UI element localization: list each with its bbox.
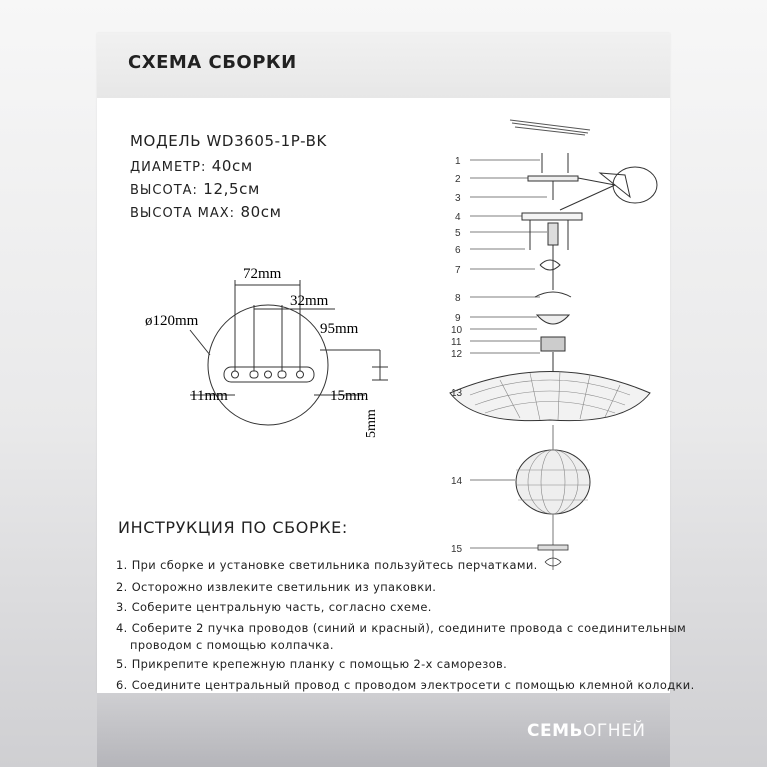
dim-11-label: 11mm <box>190 388 228 404</box>
part-number-2: 2 <box>455 174 461 185</box>
part-number-7: 7 <box>455 265 461 276</box>
dim-95-label: 95mm <box>320 321 359 337</box>
part-number-3: 3 <box>455 193 461 204</box>
dim-15-label: 15mm <box>330 388 369 404</box>
spec-model: МОДЕЛЬ WD3605-1P-BK <box>130 132 327 150</box>
spec-height-max-value: 80см <box>240 203 282 221</box>
dim-5-label: 5mm <box>364 409 379 438</box>
brand-bold: СЕМЬ <box>527 721 583 741</box>
dim-diameter-label: ø120mm <box>145 313 199 329</box>
part-number-9: 9 <box>455 313 461 324</box>
spec-height-label: ВЫСОТА: <box>130 183 198 198</box>
part-number-4: 4 <box>455 212 461 223</box>
part-number-6: 6 <box>455 245 461 256</box>
part-number-11: 11 <box>451 337 462 348</box>
page-title: СХЕМА СБОРКИ <box>128 52 297 73</box>
instruction-step-3: 3. Соберите центральную часть, согласно схеме. <box>116 600 432 614</box>
instruction-step-6: 6. Соедините центральный провод с проводом электросети с помощью клемной колодки. <box>116 678 695 692</box>
brand-logo <box>527 721 645 741</box>
instruction-step-2: 2. Осторожно извлеките светильник из упаковки. <box>116 580 437 594</box>
instructions-title: ИНСТРУКЦИЯ ПО СБОРКЕ: <box>118 518 348 537</box>
spec-height <box>130 180 260 198</box>
spec-height-max-label: ВЫСОТА MAX: <box>130 206 236 221</box>
part-number-13: 13 <box>451 388 463 399</box>
part-number-15: 15 <box>451 544 463 555</box>
part-number-12: 12 <box>451 349 463 360</box>
part-number-10: 10 <box>451 325 463 336</box>
spec-height-max <box>130 203 282 221</box>
brand-light: ОГНЕЙ <box>582 721 646 741</box>
dim-72-label: 72mm <box>243 266 282 282</box>
globe-part-14 <box>516 450 590 514</box>
spec-diameter-value: 40см <box>211 157 253 175</box>
spec-diameter-label: ДИАМЕТР: <box>130 160 207 175</box>
spec-height-value: 12,5см <box>203 180 260 198</box>
spec-diameter <box>130 157 253 175</box>
cap-part-15 <box>538 545 568 550</box>
part-number-5: 5 <box>455 228 461 239</box>
instruction-step-4-continued: проводом с помощью колпачка. <box>130 638 334 652</box>
mounting-plate-diagram <box>140 255 400 440</box>
part-number-14: 14 <box>451 476 463 487</box>
dim-32-label: 32mm <box>290 293 329 309</box>
instruction-step-5: 5. Прикрепите крепежную планку с помощью 2-х саморезов. <box>116 657 508 671</box>
part-number-8: 8 <box>455 293 461 304</box>
instruction-step-4: 4. Соберите 2 пучка проводов (синий и красный), соедините провода с соединительным <box>116 621 687 635</box>
ceiling <box>510 120 590 135</box>
exploded-assembly-diagram <box>440 115 660 580</box>
canopy-circle <box>208 305 328 425</box>
shade-part-13 <box>450 372 650 421</box>
instruction-step-1: 1. При сборке и установке светильника пользуйтесь перчатками. <box>116 558 538 572</box>
part-number-1: 1 <box>455 156 461 167</box>
